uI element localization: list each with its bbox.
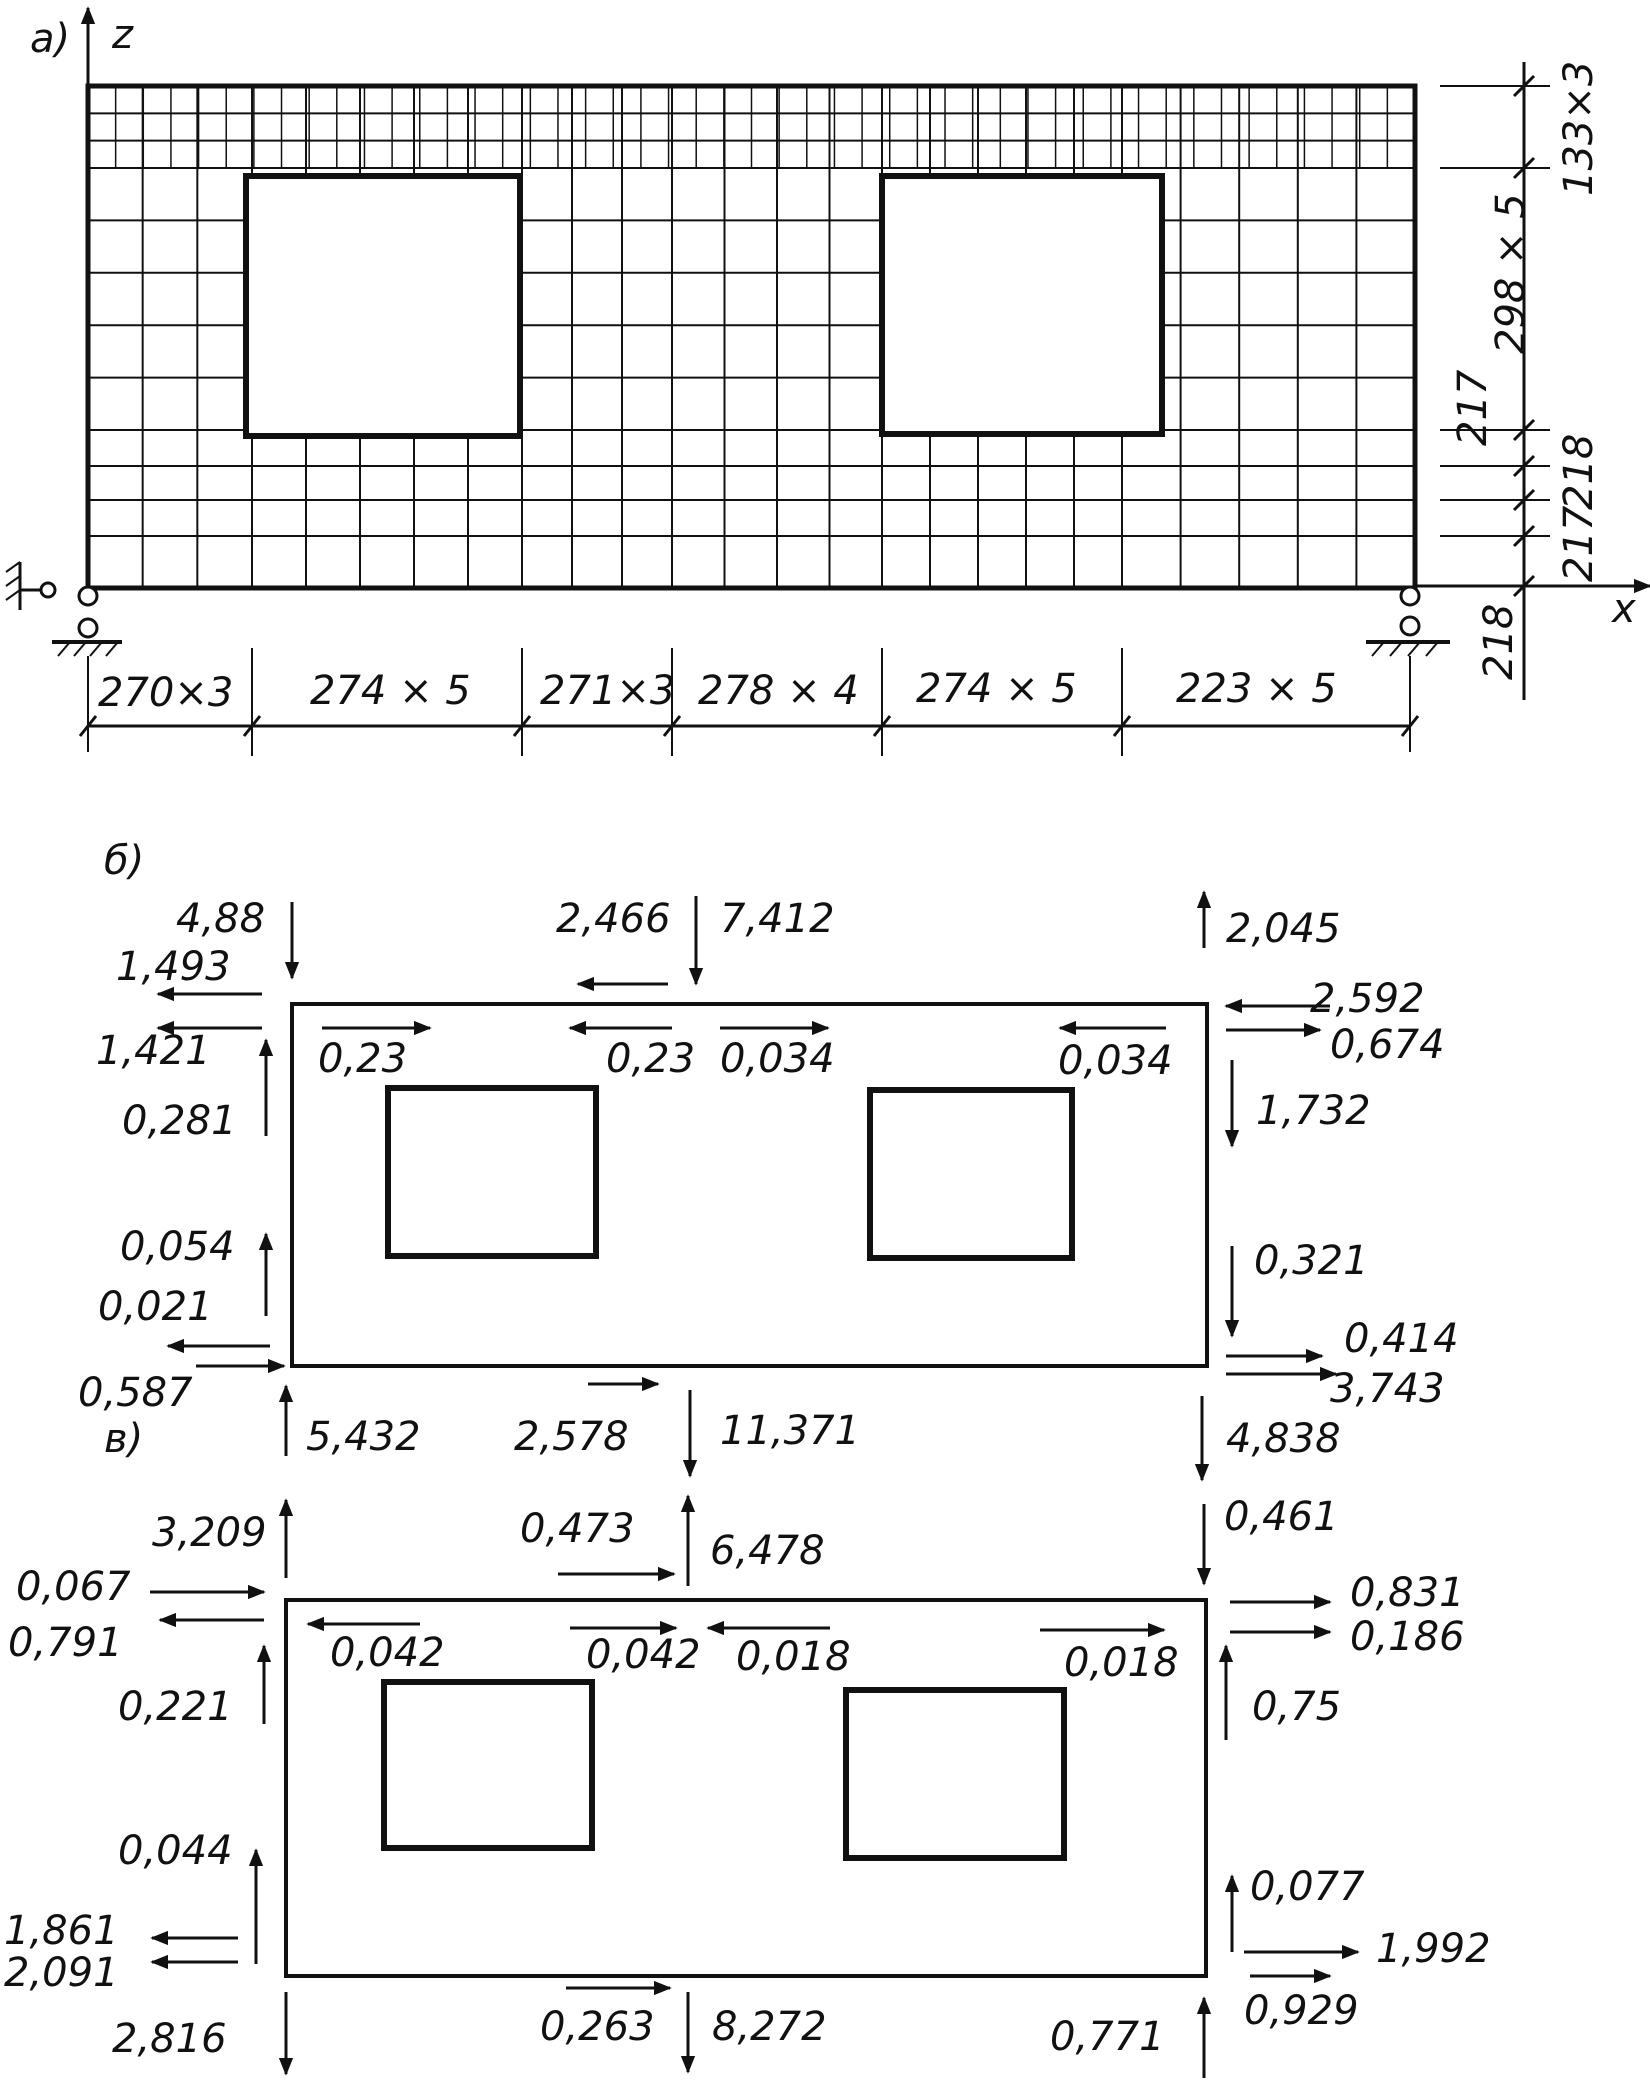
b-right-e: 3,743 [1330, 1366, 1445, 1412]
panel-b-opening-left [388, 1088, 596, 1256]
b-bottom-h1: 2,578 [514, 1414, 629, 1460]
c-right-e: 1,992 [1376, 1926, 1491, 1972]
c-right-b: 0,186 [1350, 1614, 1465, 1660]
c-left-b: 0,791 [8, 1620, 123, 1666]
b-top-v4: 2,045 [1226, 906, 1341, 952]
c-bottom-h1: 0,263 [540, 2004, 655, 2050]
c-left-c: 0,221 [118, 1684, 233, 1730]
panel-c-label: в) [104, 1416, 144, 1462]
c-right-c: 0,75 [1252, 1684, 1342, 1730]
b-right-d: 0,414 [1344, 1316, 1459, 1362]
dim-bottom-6: 223 × 5 [1176, 666, 1337, 712]
panel-c-opening-right [846, 1690, 1064, 1858]
dim-bottom-1: 270×3 [98, 670, 234, 716]
c-left-e: 1,861 [4, 1908, 119, 1954]
opening-left [246, 176, 520, 436]
left-support [6, 562, 122, 656]
z-axis-label: z [112, 12, 133, 58]
c-bottom-v1: 2,816 [112, 2016, 227, 2062]
b-inner-1: 0,23 [318, 1036, 408, 1082]
b-right-b: 1,732 [1256, 1088, 1371, 1134]
dim-right-6: 218 [1476, 603, 1522, 680]
x-axis-label: x [1612, 586, 1636, 632]
b-left-b: 0,281 [122, 1098, 237, 1144]
b-bottom-v3: 4,838 [1226, 1416, 1341, 1462]
c-top-v1: 3,209 [152, 1510, 267, 1556]
c-inner-1: 0,042 [330, 1630, 445, 1676]
b-left-e: 0,587 [78, 1370, 193, 1416]
c-inner-4: 0,018 [1064, 1640, 1179, 1686]
right-support [1366, 587, 1450, 656]
panel-c-opening-left [384, 1682, 592, 1848]
dim-right-4: 218 [1556, 433, 1602, 510]
opening-right [882, 176, 1162, 434]
b-inner-2: 0,23 [606, 1036, 696, 1082]
c-top-v2: 6,478 [710, 1528, 825, 1574]
dim-right-1: 133×3 [1556, 60, 1602, 196]
b-right-a: 0,674 [1330, 1022, 1445, 1068]
c-left-a: 0,067 [16, 1564, 131, 1610]
c-left-f: 2,091 [4, 1950, 119, 1996]
dim-right-2: 298 × 5 [1488, 193, 1534, 354]
b-right-c: 0,321 [1254, 1238, 1369, 1284]
b-top-v2: 2,466 [556, 896, 671, 942]
b-left-d: 0,021 [98, 1284, 213, 1330]
panel-a [6, 8, 1650, 756]
b-top-h1: 1,493 [116, 944, 231, 990]
panel-b-label: б) [104, 838, 145, 884]
dim-bottom-5: 274 × 5 [916, 666, 1077, 712]
c-inner-3: 0,018 [736, 1634, 851, 1680]
dim-right-5: 217 [1556, 505, 1602, 582]
panel-b [78, 838, 1459, 1480]
panel-a-label: a) [30, 16, 71, 62]
c-right-f: 0,929 [1244, 1988, 1359, 2034]
b-top-v3: 7,412 [720, 896, 835, 942]
panel-c [4, 1416, 1491, 2078]
c-right-a: 0,831 [1350, 1570, 1465, 1616]
c-top-v3: 0,461 [1224, 1494, 1339, 1540]
c-bottom-v3: 0,771 [1050, 2014, 1165, 2060]
c-left-d: 0,044 [118, 1828, 233, 1874]
b-top-h2: 2,592 [1310, 976, 1425, 1022]
dim-bottom-4: 278 × 4 [698, 668, 859, 714]
b-inner-3: 0,034 [720, 1036, 835, 1082]
b-bottom-v2: 11,371 [720, 1408, 860, 1454]
b-bottom-v1: 5,432 [306, 1414, 421, 1460]
panel-b-opening-right [870, 1090, 1072, 1258]
b-inner-4: 0,034 [1058, 1038, 1173, 1084]
b-top-v1: 4,88 [176, 896, 266, 942]
dim-bottom-2: 274 × 5 [310, 668, 471, 714]
b-left-c: 0,054 [120, 1224, 235, 1270]
c-bottom-v2: 8,272 [712, 2004, 827, 2050]
c-inner-2: 0,042 [586, 1632, 701, 1678]
b-left-a: 1,421 [96, 1028, 211, 1074]
dim-right-3: 217 [1450, 369, 1496, 446]
c-right-d: 0,077 [1250, 1864, 1365, 1910]
c-top-h1: 0,473 [520, 1506, 635, 1552]
dim-bottom-3: 271×3 [540, 668, 676, 714]
